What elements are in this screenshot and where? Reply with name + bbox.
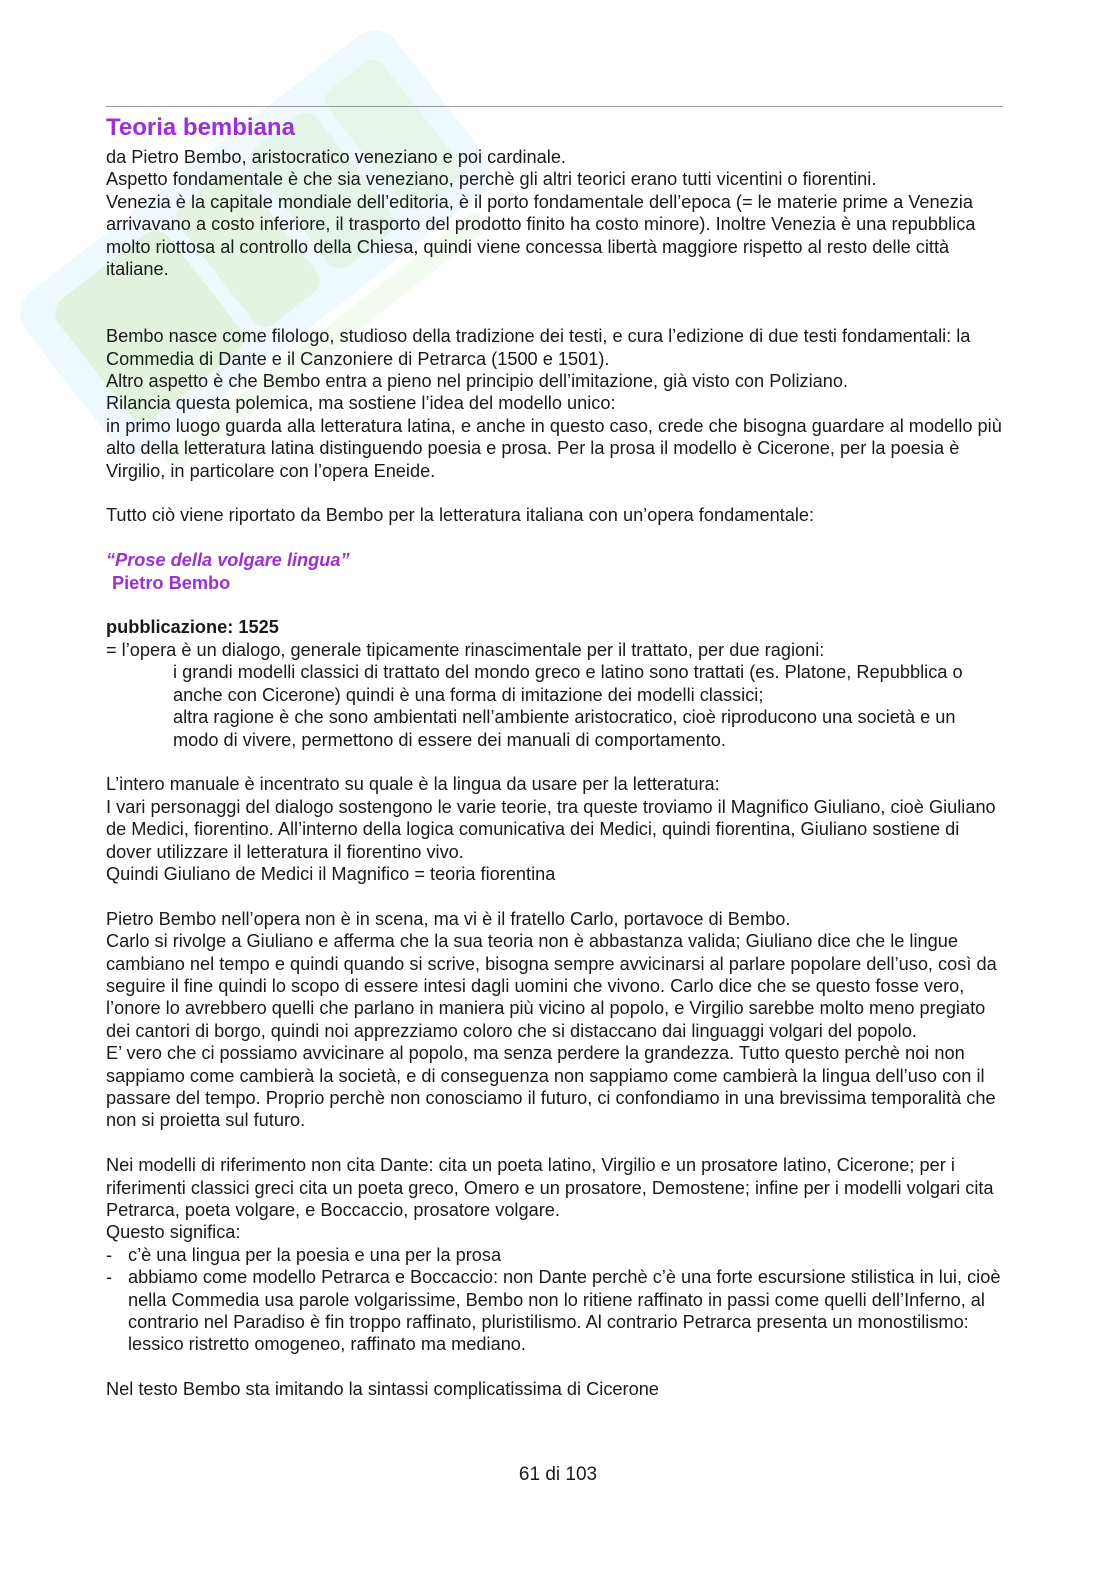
filologo-paragraph: Altro aspetto è che Bembo entra a pieno nel principio dell’imitazione, già visto con Poliziano. — [106, 371, 849, 392]
publication-lead: = l’opera è un dialogo, generale tipicamente rinascimentale per il trattato, per due ragioni: — [106, 639, 825, 660]
manuale-paragraph: I vari personaggi del dialogo sostengono le varie teorie, tra queste troviamo il Magnifico Giuliano, cioè Giuliano de Medici, fiorentino. All’interno della logica comunicativa dei Medici, quindi fiorentina, Giuliano sostiene di dover utilizzare il letteratura il fiorentino vivo. — [106, 796, 996, 862]
carlo-paragraph: Carlo si rivolge a Giuliano e afferma che la sua teoria non è abbastanza valida; Giuliano dice che le lingue cambiano nel tempo e quindi quando si scrive, bisogna sempre avvicinarsi al parlare popolare dell’uso, così da seguire il fine quindi lo scopo di essere intesi dagli uomini che vivono. Carlo dice che se questo fosse vero, l’onore lo avrebbero quelli che parlano in maniera più vicino al popolo, e Virgilio sarebbe molto meno pregiato dei cantori di borgo, quindi noi apprezziamo coloro che si distaccano dai linguaggi volgari del popolo. — [106, 931, 997, 1041]
publication-reason: i grandi modelli classici di trattato del mondo greco e latino sono trattati (es. Platone, Repubblica o anche con Cicerone) quindi è una forma di imitazione dei modelli classici; — [173, 662, 963, 705]
work-author: Pietro Bembo — [112, 572, 231, 593]
filologo-paragraph: Rilancia questa polemica, ma sostiene l’idea del modello unico: — [106, 393, 616, 414]
bullet-list — [106, 1244, 1006, 1356]
modelli-paragraph: Nei modelli di riferimento non cita Dante: cita un poeta latino, Virgilio e un prosatore latino, Cicerone; per i riferimenti classici greci cita un poeta greco, Omero e un prosatore, Demostene; infine per i modelli volgari cita Petrarca, poeta volgare, e Boccaccio, prosatore volgare. — [106, 1155, 994, 1220]
carlo-paragraph: E’ vero che ci possiamo avvicinare al popolo, ma senza perdere la grandezza. Tutto questo perchè noi non sappiamo come cambierà la società, e di conseguenza non sappiamo come cambierà la lingua dell’uso con il passare del tempo. Proprio perchè non conosciamo il futuro, ci confondiamo in una brevissima temporalità che non si proietta sul futuro. — [106, 1043, 996, 1131]
page-title: Teoria bembiana — [106, 114, 295, 141]
list-item-text: c’è una lingua per la poesia e una per la prosa — [128, 1244, 502, 1265]
closing-line: Nel testo Bembo sta imitando la sintassi complicatissima di Cicerone — [106, 1379, 659, 1400]
work-title: “Prose della volgare lingua” — [106, 550, 350, 571]
manuale-paragraph: Quindi Giuliano de Medici il Magnifico = teoria fiorentina — [106, 863, 556, 884]
intro-line: Aspetto fondamentale è che sia veneziano, perchè gli altri teorici erano tutti vicentini o fiorentini. — [106, 169, 877, 190]
publication-reason: altra ragione è che sono ambientati nell’ambiente aristocratico, cioè riproducono una società e un modo di vivere, permettono di essere dei manuali di comportamento. — [173, 707, 956, 750]
carlo-paragraph: Pietro Bembo nell’opera non è in scena, ma vi è il fratello Carlo, portavoce di Bembo. — [106, 908, 791, 929]
publication-label: pubblicazione: 1525 — [106, 617, 279, 638]
manuale-paragraph: L’intero manuale è incentrato su quale è la lingua da usare per la letteratura: — [106, 774, 720, 795]
filologo-paragraph: Bembo nasce come filologo, studioso della tradizione dei testi, e cura l’edizione di due testi fondamentali: la Commedia di Dante e il Canzoniere di Petrarca (1500 e 1501). — [106, 326, 971, 369]
page-content — [106, 112, 1006, 1401]
intro-paragraph: Venezia è la capitale mondiale dell’editoria, è il porto fondamentale dell’epoca (= le materie prime a Venezia arrivavano a costo inferiore, il trasporto del prodotto finito ha costo minore). Inoltre Venezia è una repubblica molto riottosa al controllo della Chiesa, quindi viene concessa libertà maggiore rispetto al resto delle città italiane. — [106, 191, 976, 280]
top-rule — [106, 106, 1003, 107]
list-item-text: abbiamo come modello Petrarca e Boccaccio: non Dante perchè c’è una forte escursione stilistica in lui, cioè nella Commedia usa parole volgarissime, Bembo non lo ritiene raffinato in passi come quelli dell’Inferno, al contrario nel Paradiso è fin troppo raffinato, pluristilismo. Al contrario Petrarca presenta un monostilismo: lessico ristretto omogeneo, raffinato ma mediano. — [128, 1267, 1001, 1355]
list-item — [106, 1266, 1006, 1356]
modelli-paragraph: Questo significa: — [106, 1222, 241, 1243]
intro-line: da Pietro Bembo, aristocratico veneziano e poi cardinale. — [106, 147, 566, 167]
bullet-marker: - — [106, 1244, 113, 1265]
bullet-marker: - — [106, 1267, 113, 1288]
list-item — [106, 1244, 1006, 1266]
page-number: 61 di 103 — [518, 1464, 598, 1485]
transition-line: Tutto ciò viene riportato da Bembo per la letteratura italiana con un’opera fondamentale: — [106, 505, 815, 526]
filologo-paragraph: in primo luogo guarda alla letteratura latina, e anche in questo caso, crede che bisogna guardare al modello più alto della letteratura latina distinguendo poesia e prosa. Per la prosa il modello è Cicerone, per la poesia è Virgilio, in particolare con l’opera Eneide. — [106, 415, 1002, 481]
